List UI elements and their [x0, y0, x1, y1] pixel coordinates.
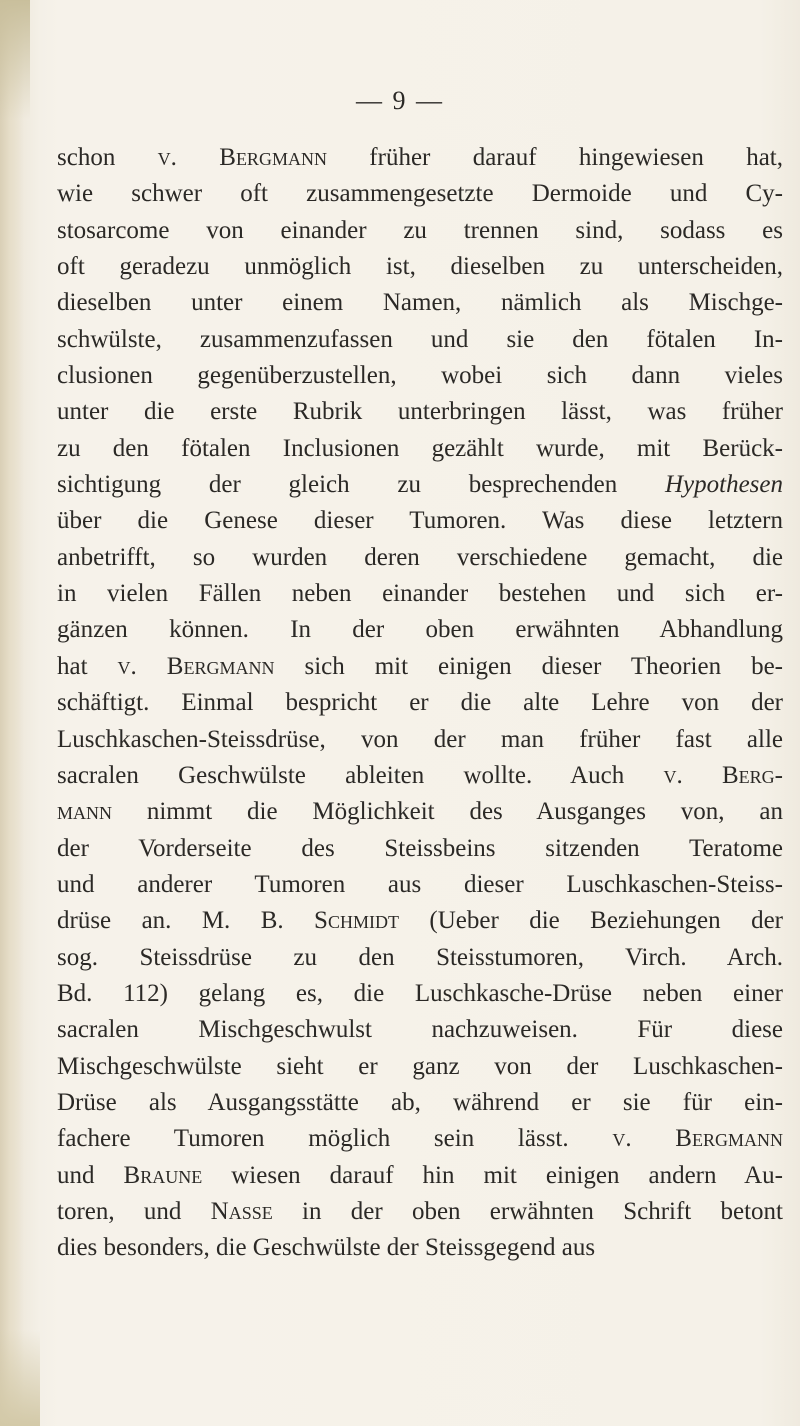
text-line: drüse an. M. B. Schmidt (Ueber die Beziehungen der	[57, 907, 783, 935]
text-line: sacralen Geschwülste ableiten wollte. Auch v. Berg-	[57, 761, 783, 789]
author-name: v. Berg-	[663, 761, 783, 789]
text-line: Luschkaschen-Steissdrüse, von der man früher fast alle	[57, 725, 783, 753]
text-line: der Vorderseite des Steissbeins sitzenden Teratome	[57, 834, 783, 862]
text-line: schwülste, zusammenzufassen und sie den fötalen In-	[57, 325, 783, 353]
emphasis: Hypothesen	[664, 471, 783, 499]
text-line: in vielen Fällen neben einander bestehen und sich er-	[57, 580, 783, 608]
author-name: Braune	[123, 1161, 203, 1189]
page-gutter-shadow	[0, 0, 24, 1426]
text-line: gänzen können. In der oben erwähnten Abhandlung	[57, 616, 783, 644]
text-line: toren, und Nasse in der oben erwähnten Schrift betont	[57, 1197, 783, 1225]
text-line: wie schwer oft zusammengesetzte Dermoide und Cy-	[57, 180, 783, 208]
text-line: und anderer Tumoren aus dieser Luschkaschen-Steiss-	[57, 870, 783, 898]
text-line: sacralen Mischgeschwulst nachzuweisen. Für diese	[57, 1016, 783, 1044]
author-name: v. Bergmann	[157, 144, 327, 171]
text-line: hat v. Bergmann sich mit einigen dieser Theorien be-	[57, 652, 783, 680]
author-name: v. Bergmann	[612, 1125, 783, 1153]
text-line: mann nimmt die Möglichkeit des Ausganges von, an	[57, 798, 783, 826]
text-line: sichtigung der gleich zu besprechenden Hypothesen	[57, 471, 783, 499]
author-name: Nasse	[210, 1197, 273, 1225]
page-number: — 9 —	[356, 86, 444, 115]
text-line: zu den fötalen Inclusionen gezählt wurde, mit Berück-	[57, 434, 783, 462]
text-line: stosarcome von einander zu trennen sind, sodass es	[57, 216, 783, 244]
text-line: Bd. 112) gelang es, die Luschkasche-Drüse neben einer	[57, 979, 783, 1007]
text-line: dies besonders, die Geschwülste der Steissgegend aus	[57, 1234, 596, 1262]
text-line: und Braune wiesen darauf hin mit einigen andern Au-	[57, 1161, 784, 1189]
text-line: sog. Steissdrüse zu den Steisstumoren, Virch. Arch.	[57, 943, 783, 971]
paper-stain-bottom	[0, 1330, 40, 1426]
author-name: M. B. Schmidt	[201, 907, 399, 935]
author-name: v. Bergmann	[117, 652, 275, 680]
text-line: oft geradezu unmöglich ist, dieselben zu unterscheiden,	[57, 253, 783, 281]
text-line: über die Genese dieser Tumoren. Was diese letztern	[57, 507, 783, 535]
text-line: Drüse als Ausgangsstätte ab, während er sie für ein-	[57, 1088, 783, 1116]
body-text	[57, 140, 783, 1267]
text-line: schäftigt. Einmal bespricht er die alte Lehre von der	[57, 689, 783, 717]
text-line: schon v. Bergmann früher darauf hingewiesen hat,	[57, 144, 783, 171]
text-line: unter die erste Rubrik unterbringen lässt, was früher	[57, 398, 783, 426]
text-line: dieselben unter einem Namen, nämlich als Mischge-	[57, 289, 783, 317]
text-line: anbetrifft, so wurden deren verschiedene gemacht, die	[57, 543, 783, 571]
text-line: fachere Tumoren möglich sein lässt. v. Bergmann	[57, 1125, 783, 1153]
text-line: Mischgeschwülste sieht er ganz von der Luschkaschen-	[57, 1052, 783, 1080]
text-line: clusionen gegenüberzustellen, wobei sich dann vieles	[57, 362, 783, 390]
author-name: mann	[57, 798, 113, 826]
